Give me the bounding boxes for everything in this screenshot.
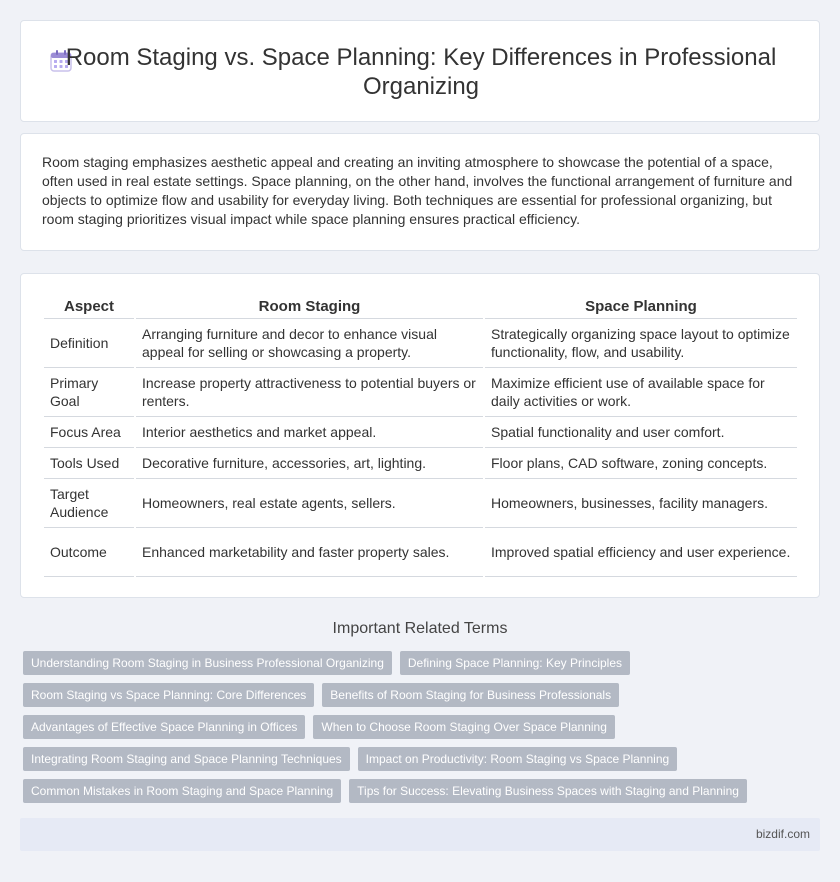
header-card [20,20,820,122]
cell-aspect: Focus Area [44,417,134,448]
footer-site-name[interactable]: bizdif.com [755,827,810,841]
cell-aspect: Primary Goal [44,368,134,417]
cell-room-staging: Homeowners, real estate agents, sellers. [136,479,483,528]
cell-space-planning: Maximize efficient use of available space for daily activities or work. [485,368,797,417]
related-term-link[interactable]: Room Staging vs Space Planning: Core Differences [23,683,314,707]
related-term-link[interactable]: Benefits of Room Staging for Business Professionals [322,683,619,707]
header-aspect: Aspect [44,294,134,319]
cell-room-staging: Interior aesthetics and market appeal. [136,417,483,448]
tag-row [23,683,823,707]
related-term-link[interactable]: Integrating Room Staging and Space Planning Techniques [23,747,350,771]
cell-space-planning: Floor plans, CAD software, zoning concepts. [485,448,797,479]
related-term-link[interactable]: Advantages of Effective Space Planning in Offices [23,715,305,739]
related-terms-title: Important Related Terms [332,620,508,637]
cell-space-planning: Strategically organizing space layout to optimize functionality, flow, and usability. [485,319,797,368]
table-row [44,448,797,479]
header-room-staging: Room Staging [136,294,483,319]
cell-aspect: Tools Used [44,448,134,479]
table-row [44,479,797,528]
related-term-link[interactable]: Defining Space Planning: Key Principles [400,651,630,675]
footer [20,818,820,851]
tag-row [23,779,823,803]
tag-row [23,747,823,771]
related-term-link[interactable]: Understanding Room Staging in Business Professional Organizing [23,651,392,675]
table-row [44,417,797,448]
header-space-planning: Space Planning [485,294,797,319]
tag-row [23,651,823,675]
related-terms-list [23,651,823,811]
related-term-link[interactable]: Tips for Success: Elevating Business Spaces with Staging and Planning [349,779,747,803]
cell-aspect: Definition [44,319,134,368]
page-title: Room Staging vs. Space Planning: Key Differences in Professional Organizing [65,44,777,100]
intro-card [20,133,820,251]
related-term-link[interactable]: Common Mistakes in Room Staging and Space Planning [23,779,341,803]
tag-row [23,715,823,739]
cell-room-staging: Arranging furniture and decor to enhance visual appeal for selling or showcasing a property. [136,319,483,368]
cell-aspect: Target Audience [44,479,134,528]
table-row [44,368,797,417]
table-row [44,528,797,577]
cell-room-staging: Decorative furniture, accessories, art, lighting. [136,448,483,479]
cell-aspect: Outcome [44,528,134,577]
cell-space-planning: Homeowners, businesses, facility managers. [485,479,797,528]
cell-space-planning: Spatial functionality and user comfort. [485,417,797,448]
table-header-row [44,294,797,319]
comparison-card [20,273,820,598]
cell-room-staging: Increase property attractiveness to potential buyers or renters. [136,368,483,417]
intro-paragraph: Room staging emphasizes aesthetic appeal and creating an inviting atmosphere to showcase the potential of a space, often used in real estate settings. Space planning, on the other hand, involves the functional arrangement of furniture and objects to optimize flow and usability for everyday living. Both techniques are essential for professional organizing, but room staging prioritizes visual impact while space planning ensures practical efficiency. [42,154,793,227]
comparison-table [42,294,799,577]
related-term-link[interactable]: Impact on Productivity: Room Staging vs Space Planning [358,747,678,771]
table-row [44,319,797,368]
cell-room-staging: Enhanced marketability and faster property sales. [136,528,483,577]
related-term-link[interactable]: When to Choose Room Staging Over Space Planning [313,715,615,739]
cell-space-planning: Improved spatial efficiency and user experience. [485,528,797,577]
